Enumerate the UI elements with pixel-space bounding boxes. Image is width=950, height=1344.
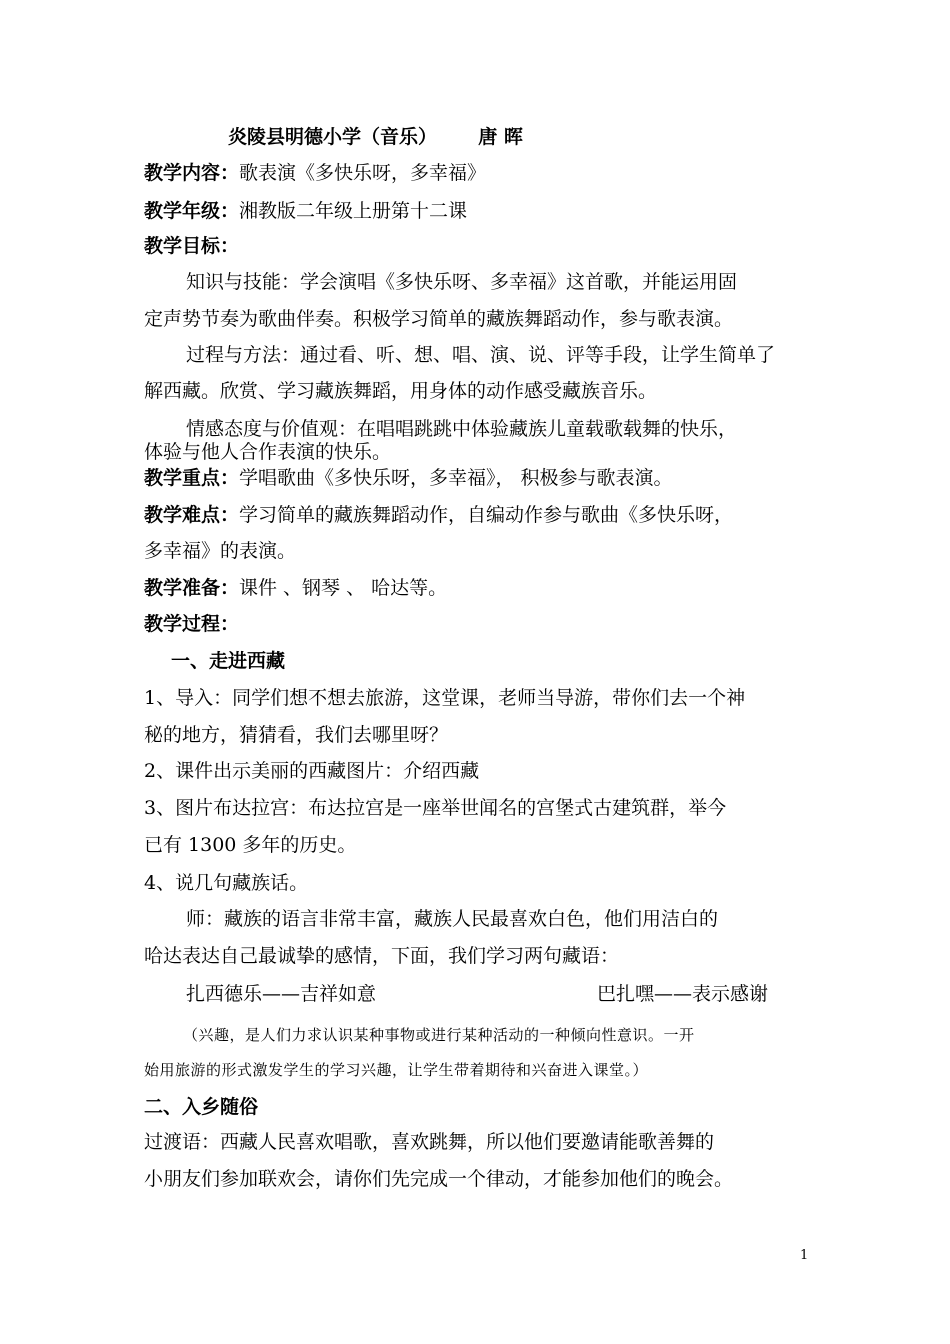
step3-line1: 3、图片布达拉宫：布达拉宫是一座举世闻名的宫堡式古建筑群，举今 [144,797,727,819]
difficulty-value-line1: 学习简单的藏族舞蹈动作，自编动作参与歌曲《多快乐呀， [239,504,734,526]
goal-attitude-line1: 情感态度与价值观：在唱唱跳跳中体验藏族儿童载歌载舞的快乐， [186,418,738,440]
step2-line: 2、课件出示美丽的西藏图片：介绍西藏 [144,760,480,782]
step1-line2: 秘的地方，猜猜看，我们去哪里呀？ [144,724,449,746]
content-row [144,162,486,184]
content-label: 教学内容： [144,162,240,184]
prep-label: 教学准备： [144,577,240,599]
key-point-label: 教学重点： [144,467,240,489]
difficulty-label: 教学难点： [144,504,240,526]
goal-knowledge-line2: 定声势节奏为歌曲伴奏。积极学习简单的藏族舞蹈动作，参与歌表演。 [144,308,734,330]
goal-knowledge-line1: 知识与技能：学会演唱《多快乐呀、多幸福》这首歌，并能运用固 [186,271,738,293]
step3-line2: 已有 1300 多年的历史。 [144,834,357,856]
step4-line: 4、说几句藏族话。 [144,872,309,894]
document-title [228,126,523,148]
step1-line1: 1、导入：同学们想不想去旅游，这堂课，老师当导游，带你们去一个神 [144,687,746,709]
tibetan-phrase-2: 巴扎嘿——表示感谢 [597,983,769,1005]
goal-process-line1: 过程与方法：通过看、听、想、唱、演、说、评等手段，让学生简单了 [186,344,776,366]
tibetan-phrase-1: 扎西德乐——吉祥如意 [186,983,377,1005]
difficulty-row [144,504,733,526]
prep-value: 课件 、钢琴 、 哈达等。 [239,577,448,599]
key-point-value: 学唱歌曲《多快乐呀，多幸福》， 积极参与歌表演。 [239,467,673,489]
transition-line1: 过渡语：西藏人民喜欢唱歌，喜欢跳舞，所以他们要邀请能歌善舞的 [144,1131,715,1153]
difficulty-value-line2: 多幸福》的表演。 [144,540,297,562]
grade-row [144,200,467,222]
prep-row [144,577,447,599]
grade-label: 教学年级： [144,200,240,222]
key-point-row [144,467,673,489]
goals-label: 教学目标： [144,235,240,257]
process-label: 教学过程： [144,613,240,635]
school-name: 炎陵县明德小学（音乐） [228,126,438,148]
note-line2: 始用旅游的形式激发学生的学习兴趣，让学生带着期待和兴奋进入课堂。） [144,1061,649,1079]
goal-process-line2: 解西藏。欣赏、学习藏族舞蹈，用身体的动作感受藏族音乐。 [144,380,658,402]
note-line1: （兴趣，是人们力求认识某种事物或进行某种活动的一种倾向性意识。一开 [183,1026,695,1044]
section2-heading: 二、入乡随俗 [144,1096,259,1118]
teacher-line2: 哈达表达自己最诚挚的感情，下面，我们学习两句藏语： [144,945,620,967]
teacher-line1: 师：藏族的语言非常丰富，藏族人民最喜欢白色，他们用洁白的 [186,908,719,930]
grade-value: 湘教版二年级上册第十二课 [239,200,468,222]
content-value: 歌表演《多快乐呀，多幸福》 [239,162,487,184]
section1-heading: 一、走进西藏 [171,650,286,672]
transition-line2: 小朋友们参加联欢会，请你们先完成一个律动，才能参加他们的晚会。 [144,1168,734,1190]
goal-attitude-line2: 体验与他人合作表演的快乐。 [144,441,392,463]
page-number: 1 [800,1248,809,1263]
author-name: 唐 晖 [478,126,523,148]
